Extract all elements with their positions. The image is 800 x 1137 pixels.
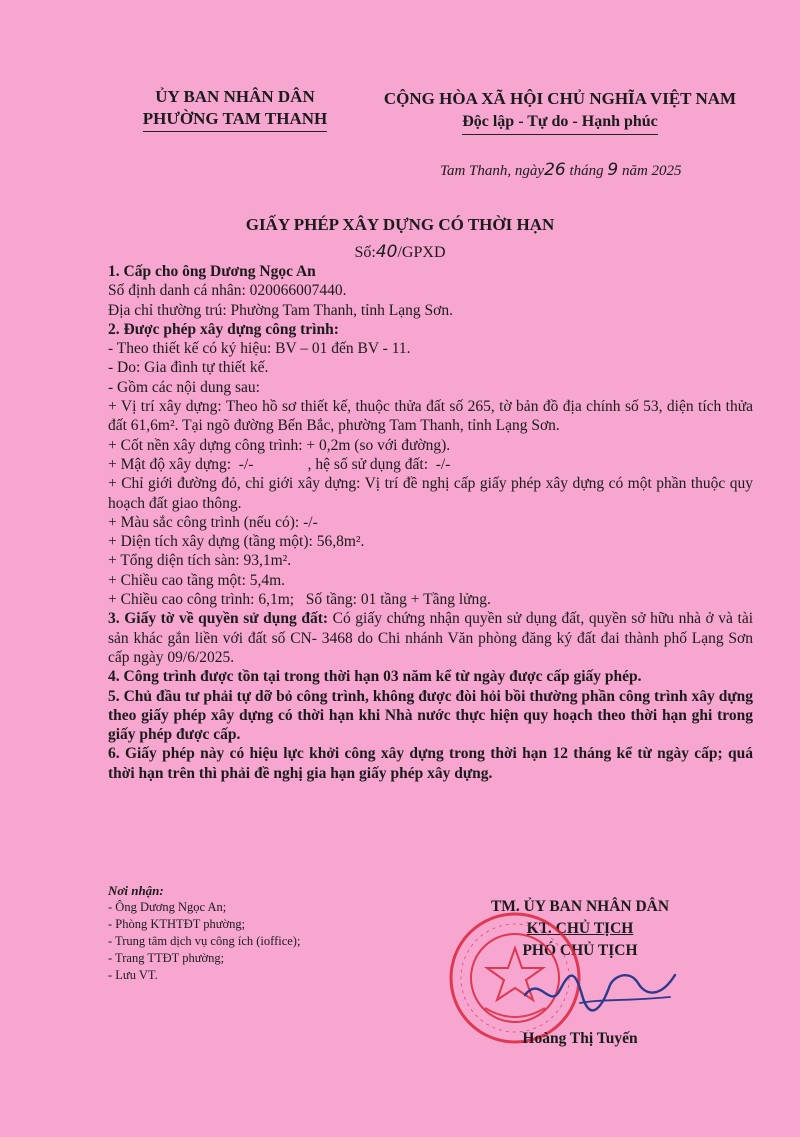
recipient-item: - Phòng KTHTĐT phường;	[108, 917, 246, 931]
section1-heading: 1. Cấp cho ông Dương Ngọc An	[108, 263, 316, 280]
document-number	[0, 242, 800, 262]
personal-id: Số định danh cá nhân: 020066007440.	[108, 282, 347, 300]
permanent-address: Địa chỉ thường trú: Phường Tam Thanh, tỉnh Lạng Sơn.	[108, 301, 453, 319]
date-month-label: tháng	[569, 163, 604, 179]
signature-line2: KT. CHỦ TỊCH	[526, 920, 634, 937]
national-motto	[360, 88, 760, 135]
section2-heading: 2. Được phép xây dựng công trình:	[108, 320, 339, 338]
place-date	[440, 160, 760, 180]
recipients-list	[108, 882, 408, 984]
designer: - Do: Gia đình tự thiết kế.	[108, 359, 269, 377]
signer-name: Hoàng Thị Tuyến	[522, 1030, 638, 1047]
nation-motto: Độc lập - Tự do - Hạnh phúc	[462, 111, 658, 135]
section3-heading: 3. Giấy tờ về quyền sử dụng đất:	[108, 610, 329, 628]
nation-name: CỘNG HÒA XÃ HỘI CHỦ NGHĨA VIỆT NAM	[383, 89, 737, 108]
date-day: 26	[544, 160, 566, 180]
recipient-item: - Lưu VT.	[108, 968, 158, 982]
building-density: + Mật độ xây dựng: -/- , hệ số sử dụng đất: -/-	[108, 455, 451, 473]
date-prefix: Tam Thanh, ngày	[440, 163, 545, 179]
recipients-heading: Nơi nhận:	[108, 883, 164, 898]
section4: 4. Công trình được tồn tại trong thời hạn 03 năm kể từ ngày được cấp giấy phép.	[108, 668, 642, 686]
building-color: + Màu sắc công trình (nếu có): -/-	[108, 513, 318, 531]
recipient-item: - Trung tâm dịch vụ công ích (ioffice);	[108, 934, 301, 948]
construction-location: + Vị trí xây dựng: Theo hồ sơ thiết kế, thuộc thửa đất số 265, tờ bản đồ địa chính số 53, diện tích thửa đất 61,6m². Tại ngõ đường Bến Bắc, phường Tam Thanh, tỉnh Lạng Sơn.	[108, 398, 753, 435]
ground-floor-area: + Diện tích xây dựng (tầng một): 56,8m².	[108, 533, 365, 551]
boundary-line: + Chỉ giới đường đỏ, chỉ giới xây dựng: Vị trí đề nghị cấp giấy phép xây dựng có một phần thuộc quy hoạch đất giao thông.	[108, 475, 753, 512]
date-month: 9	[607, 160, 619, 180]
total-floor-area: + Tổng diện tích sàn: 93,1m².	[108, 552, 292, 570]
design-code: - Theo thiết kế có ký hiệu: BV – 01 đến BV - 11.	[108, 340, 411, 358]
ground-floor-height: + Chiều cao tầng một: 5,4m.	[108, 571, 286, 589]
authority-line1: ỦY BAN NHÂN DÂN	[155, 87, 315, 106]
issuing-authority	[105, 86, 365, 132]
building-height: + Chiều cao công trình: 6,1m; Số tầng: 01 tầng + Tầng lửng.	[108, 591, 491, 609]
document-title: GIẤY PHÉP XÂY DỰNG CÓ THỜI HẠN	[245, 215, 555, 234]
handwritten-signature-icon	[520, 955, 680, 1025]
section3-text: Có giấy chứng nhận quyền sử dụng đất, quyền sở hữu nhà ở và tài sản khác gắn liền với đất số CN- 3468 do Chi nhánh Văn phòng đăng ký đất đai thành phố Lạng Sơn cấp ngày 09/6/2025.	[108, 610, 754, 666]
date-year: năm 2025	[621, 163, 682, 179]
recipient-item: - Ông Dương Ngọc An;	[108, 900, 227, 914]
contents-intro: - Gồm các nội dung sau:	[108, 378, 260, 396]
section6: 6. Giấy phép này có hiệu lực khởi công xây dựng trong thời hạn 12 tháng kể từ ngày cấp; quá thời hạn trên thì phải đề nghị gia hạn giấy phép xây dựng.	[108, 745, 753, 782]
section3	[108, 609, 753, 667]
recipient-item: - Trang TTĐT phường;	[108, 951, 225, 965]
section5: 5. Chủ đầu tư phải tự dỡ bỏ công trình, không được đòi hỏi bồi thường phần công trình xây dựng theo giấy phép xây dựng có thời hạn khi Nhà nước thực hiện quy hoạch theo thời hạn ghi trong giấy phép được cấp.	[108, 687, 753, 744]
signature-line1: TM. ỦY BAN NHÂN DÂN	[490, 898, 670, 915]
document-body	[108, 262, 753, 783]
authority-line2: PHƯỜNG TAM THANH	[143, 108, 328, 132]
number-suffix: /GPXD	[397, 244, 446, 261]
signature-line3: PHÓ CHỦ TỊCH	[522, 942, 638, 959]
number-prefix: Số:	[354, 244, 376, 261]
foundation-level: + Cốt nền xây dựng công trình: + 0,2m (so với đường).	[108, 436, 451, 454]
number-value: 40	[375, 242, 398, 262]
